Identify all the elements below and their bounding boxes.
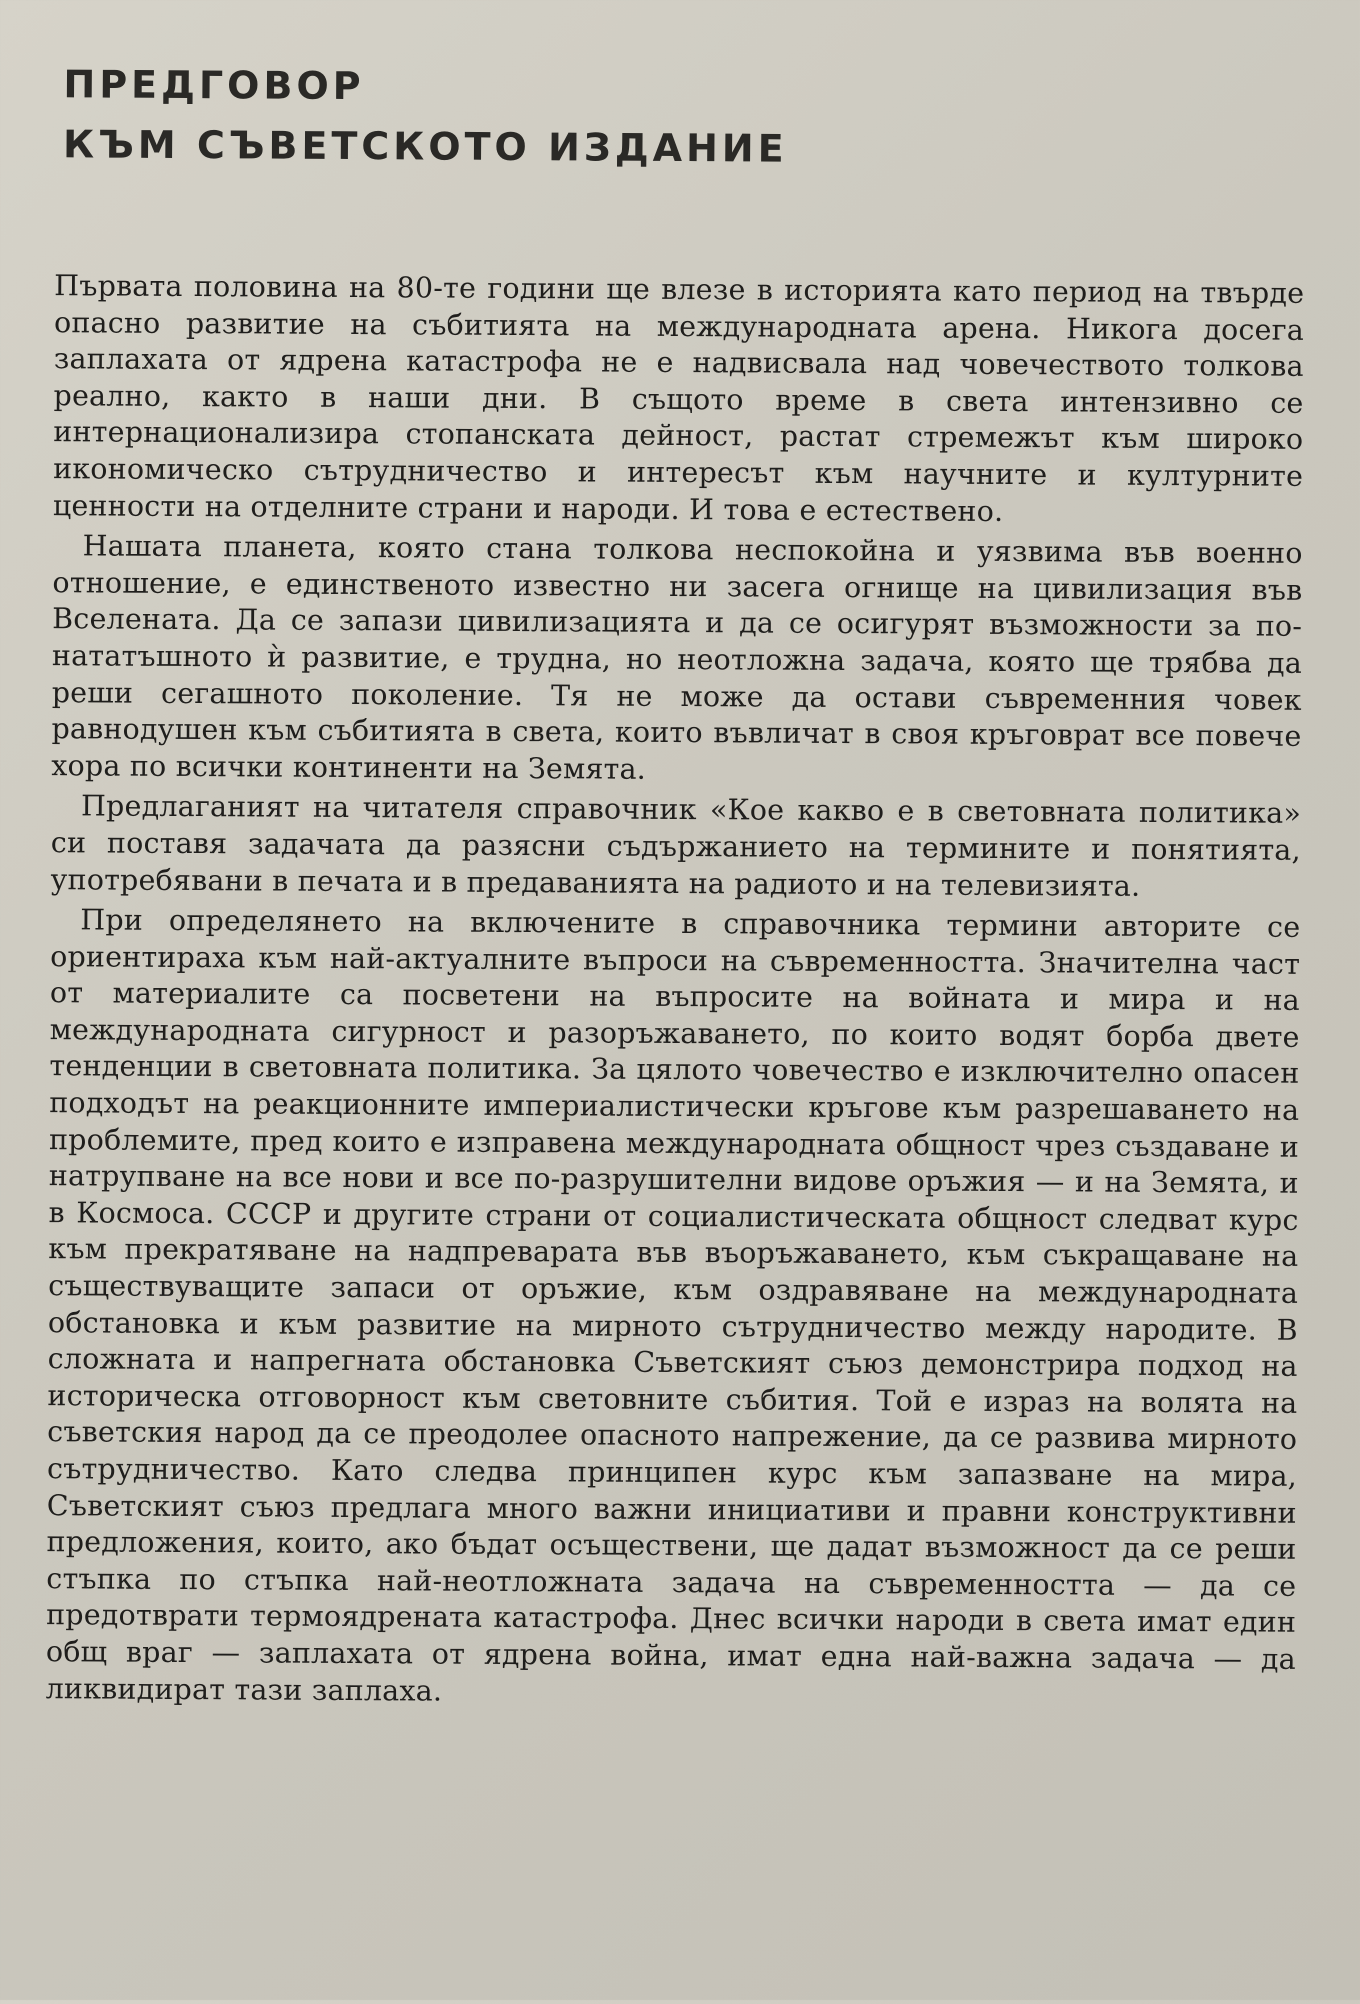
paragraph-3: Предлаганият на читателя справочник «Кое какво е в световната политика» си поставя задачата да разясни съдържанието на термините и понятията, употребявани в печата и в предаванията на радиото и на телевизията.: [50, 789, 1302, 903]
chapter-heading: [63, 54, 788, 178]
paragraph-1: Първата половина на 80-те години ще влезе в историята като период на твърде опасно развитие на събитията на международната арена. Никога досега заплахата от ядрена катастрофа не е надвисвала над човечеството толкова реално, както в наши дни. В същото време в света интензивно се интернационализира стопанската дейност, растат стремежът към широко икономическо сътрудничество и интересът към научните и културните ценности на отделните страни и народи. И това е естествено.: [52, 269, 1305, 528]
heading-line-2: КЪМ СЪВЕТСКОТО ИЗДАНИЕ: [62, 122, 788, 171]
heading-line-1: ПРЕДГОВОР: [63, 62, 365, 109]
body-text: [46, 268, 1305, 1715]
paragraph-4: При определянето на включените в справочника термини авторите се ориентираха към най-актуалните въпроси на съвременността. Значителна част от материалите са посветени на въпросите на войната и мира и на международната сигурност и разоръжаването, по които водят борба двете тенденции в световната политика. За цялото човечество е изключително опасен подходът на реакционните империалистически кръгове към разрешаването на проблемите, пред които е изправена международната общност чрез създаване и натрупване на все нови и все по-разрушителни видове оръжия — и на Земята, и в Космоса. СССР и другите страни от социалистическата общност следват курс към прекратяване на надпреварата във въоръжаването, към съкращаване на съществуващите запаси от оръжие, към оздравяване на международната обстановка и към развитие на мирното сътрудничество между народите. В сложната и напрегната обстановка Съветският съюз демонстрира подход на историческа отговорност към световните събития. Той е израз на волята на съветския народ да се преодолее опасното напрежение, да се развива мирното сътрудничество. Като следва принципен курс към запазване на мира, Съветският съюз предлага много важни инициативи и правни конструктивни предложения, които, ако бъдат осъществени, ще дадат възможност да се реши стъпка по стъпка най-неотложната задача на съвременността — да се предотврати термоядрената катастрофа. Днес всички народи в света имат един общ враг — заплахата от ядрена война, имат една най-важна задача — да ликвидират тази заплаха.: [45, 903, 1301, 1708]
paragraph-2: Нашата планета, която стана толкова неспокойна и уязвима във военно отношение, е единственото известно ни засега огнище на цивилизация във Вселената. Да се запази цивилизацията и да се осигурят възможности за по-нататъшното ѝ развитие, е трудна, но неотложна задача, която ще трябва да реши сегашното поколение. Тя не може да остави съвременния човек равнодушен към събитията в света, които въвличат в своя кръговрат все повече хора по всички континенти на Земята.: [51, 529, 1303, 786]
